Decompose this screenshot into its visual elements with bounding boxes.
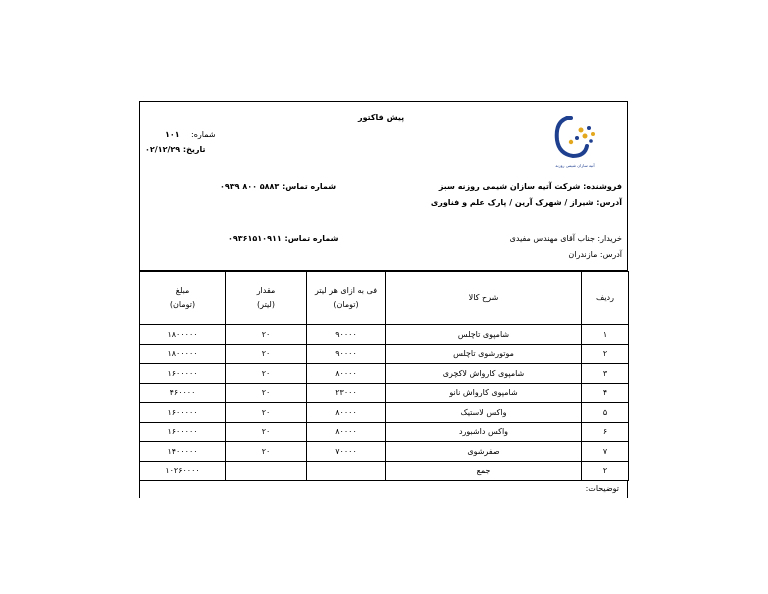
table-row bbox=[140, 422, 629, 442]
col-qty-header: مقدار (لیتر) bbox=[226, 272, 307, 325]
row-price: ۸۰۰۰۰ bbox=[307, 364, 386, 384]
total-row-number: ۲ bbox=[582, 461, 629, 481]
total-empty-price bbox=[307, 461, 386, 481]
row-price: ۸۰۰۰۰ bbox=[307, 403, 386, 423]
row-desc: موتورشوی تاچلس bbox=[386, 344, 582, 364]
row-number: ۲ bbox=[582, 344, 629, 364]
row-qty: ۲۰ bbox=[226, 422, 307, 442]
invoice-number: ۱۰۱ bbox=[165, 130, 180, 139]
invoice-title: پیش فاکتور bbox=[358, 113, 405, 122]
notes-box bbox=[139, 480, 628, 498]
row-number: ۴ bbox=[582, 383, 629, 403]
table-row bbox=[140, 364, 629, 384]
total-label: جمع bbox=[386, 461, 582, 481]
row-qty: ۲۰ bbox=[226, 325, 307, 345]
row-qty: ۲۰ bbox=[226, 442, 307, 462]
buyer-phone: شماره تماس: ۰۹۳۶۱۵۱۰۹۱۱ bbox=[228, 234, 339, 243]
col-row-header: ردیف bbox=[582, 272, 629, 325]
row-desc: شامپوی کارواش نانو bbox=[386, 383, 582, 403]
row-desc: واکس لاستیک bbox=[386, 403, 582, 423]
table-row bbox=[140, 403, 629, 423]
row-price: ۸۰۰۰۰ bbox=[307, 422, 386, 442]
row-qty: ۲۰ bbox=[226, 364, 307, 384]
company-logo-icon bbox=[545, 110, 605, 170]
row-price: ۹۰۰۰۰ bbox=[307, 344, 386, 364]
seller-line: فروشنده: شرکت آتیه سازان شیمی روزنه سبز bbox=[438, 182, 622, 191]
total-empty-qty bbox=[226, 461, 307, 481]
row-price: ۹۰۰۰۰ bbox=[307, 325, 386, 345]
row-desc: واکس داشبورد bbox=[386, 422, 582, 442]
row-amount: ۱۶۰۰۰۰۰ bbox=[140, 403, 226, 423]
row-number: ۶ bbox=[582, 422, 629, 442]
row-amount: ۱۴۰۰۰۰۰ bbox=[140, 442, 226, 462]
row-number: ۱ bbox=[582, 325, 629, 345]
buyer-line: خریدار: جناب آقای مهندس مفیدی bbox=[509, 234, 622, 243]
row-desc: شامپوی کارواش لاکچری bbox=[386, 364, 582, 384]
notes-label: توضیحات: bbox=[585, 484, 619, 493]
row-number: ۷ bbox=[582, 442, 629, 462]
logo-caption: آتیه سازان شیمی روزنه bbox=[555, 163, 595, 168]
row-desc: صفرشوی bbox=[386, 442, 582, 462]
seller-address: آدرس: شیراز / شهرک آرین / پارک علم و فناوری bbox=[430, 198, 622, 207]
row-price: ۲۳۰۰۰ bbox=[307, 383, 386, 403]
table-header-row bbox=[140, 272, 629, 325]
col-desc-header: شرح کالا bbox=[386, 272, 582, 325]
row-qty: ۲۰ bbox=[226, 344, 307, 364]
invoice-items-table bbox=[139, 271, 629, 481]
row-qty: ۲۰ bbox=[226, 403, 307, 423]
table-row bbox=[140, 344, 629, 364]
invoice-date: تاریخ: ۰۲/۱۲/۲۹ bbox=[145, 145, 206, 154]
table-row bbox=[140, 442, 629, 462]
buyer-address: آدرس: مازندران bbox=[568, 250, 622, 259]
row-price: ۷۰۰۰۰ bbox=[307, 442, 386, 462]
row-amount: ۴۶۰۰۰۰ bbox=[140, 383, 226, 403]
total-amount: ۱۰۲۶۰۰۰۰ bbox=[140, 461, 226, 481]
row-amount: ۱۸۰۰۰۰۰ bbox=[140, 325, 226, 345]
seller-phone: شماره تماس: ۵۸۸۳ ۸۰۰ ۰۹۳۹ bbox=[220, 182, 337, 191]
row-amount: ۱۶۰۰۰۰۰ bbox=[140, 364, 226, 384]
invoice-number-label: شماره: bbox=[191, 130, 216, 139]
row-amount: ۱۸۰۰۰۰۰ bbox=[140, 344, 226, 364]
row-amount: ۱۶۰۰۰۰۰ bbox=[140, 422, 226, 442]
table-row bbox=[140, 325, 629, 345]
row-number: ۵ bbox=[582, 403, 629, 423]
table-row bbox=[140, 383, 629, 403]
row-qty: ۲۰ bbox=[226, 383, 307, 403]
col-unit-price-header: فی به ازای هر لیتر (تومان) bbox=[307, 272, 386, 325]
row-number: ۳ bbox=[582, 364, 629, 384]
table-total-row bbox=[140, 461, 629, 481]
col-amount-header: مبلغ (تومان) bbox=[140, 272, 226, 325]
row-desc: شامپوی تاچلس bbox=[386, 325, 582, 345]
